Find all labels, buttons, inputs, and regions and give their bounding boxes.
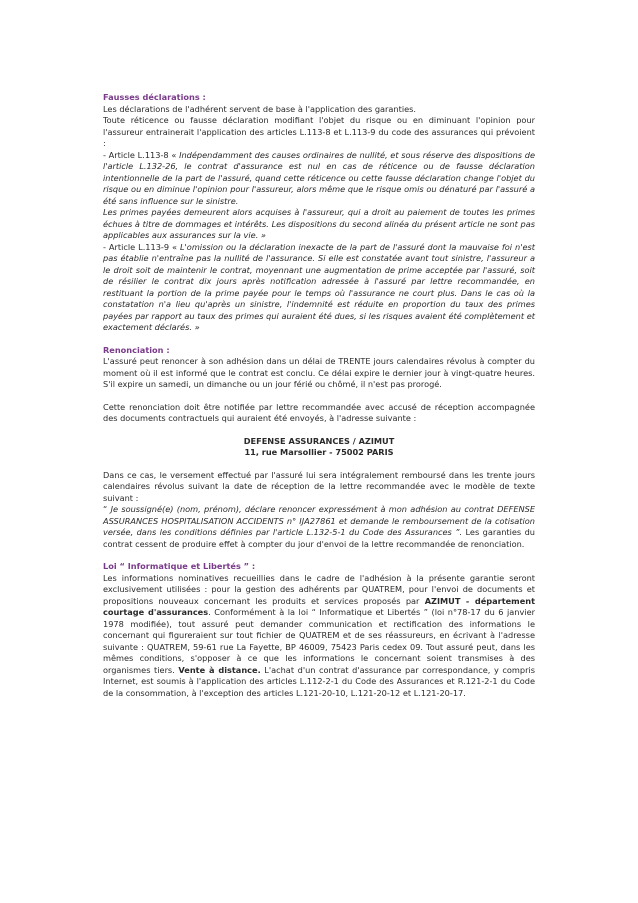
paragraph: Toute réticence ou fausse déclaration modifiant l'objet du risque ou en diminuant l'opinion pour l'assureur entrainerait l'application des articles L.113-8 et L.113-9 du code des assurances qui prévoient : xyxy=(103,115,535,148)
document-body xyxy=(103,92,535,699)
section-heading-loi-informatique: Loi “ Informatique et Libertés ” : xyxy=(103,561,256,571)
article-lead: - Article L.113-8 « xyxy=(103,149,180,160)
section-heading-renonciation: Renonciation : xyxy=(103,344,170,355)
model-lead: “ xyxy=(103,504,111,514)
paragraph: Cette renonciation doit être notifiée par lettre recommandée avec accusé de réception accompagnée des documents contractuels qui auraient été envoyés, à l'adresse suivante : xyxy=(103,401,535,423)
spacer xyxy=(103,391,535,402)
address-line-1: DEFENSE ASSURANCES / AZIMUT xyxy=(243,435,395,446)
text-run: L'achat d'un contrat d'assurance par correspondance, y compris Internet, est soumis à l'application des articles L.112-2-1 du Code des Assurances et R.121-2-1 du Code de la consommation, à l'exception des articles L.121-20-10, L.121-20-12 et L.121-20-17. xyxy=(103,664,535,698)
paragraph: Dans ce cas, le versement effectué par l'assuré lui sera intégralement remboursé dans les trente jours calendaires révolus suivant la date de réception de la lettre recommandée avec le modèle de texte suivant : xyxy=(103,469,535,503)
model-letter xyxy=(103,504,535,550)
text-run: Les informations nominatives recueillies dans le cadre de l'adhésion à la présente garantie seront exclusivement utilisées : pour la gestion des adhérents par QUATREM, pour l'envoi de documents et propositions nouveaux concernant les produits et services proposés par xyxy=(103,572,535,606)
paragraph xyxy=(103,573,535,700)
article-text: L'omission ou la déclaration inexacte de la part de l'assuré dont la mauvaise foi n'est pas établie n'entraîne pas la nullité de l'assurance. Si elle est constatée avant tout sinistre, l'assureur a le droit soit de maintenir le contrat, moyennant une augmentation de prime acceptée par l'assuré, soit de résilier le contrat dix jours après notification adressée à l'assuré par lettre recommandée, en restituant la portion de la prime payée pour le temps où l'assurance ne court plus. Dans le cas où la constatation n'a lieu qu'après un sinistre, l'indemnité est réduite en proportion du taux des primes payées par rapport au taux des primes qui auraient été dues, si les risques avaient été complètement et exactement déclarés. » xyxy=(103,241,535,332)
model-text: Je soussigné(e) (nom, prénom), déclare renoncer expressément à mon adhésion au contrat DEFENSE ASSURANCES HOSPITALISATION ACCIDENTS n° IJA27861 et demande le remboursement de la cotisation versée, dans les conditions définies par l'article L.132-5-1 du Code des Assurances ”. xyxy=(103,504,535,537)
article-l113-8 xyxy=(103,150,535,208)
model-tail: Les garanties du contrat cessent de produire effet à compter du jour d'envoi de la lettre recommandée de renonciation. xyxy=(103,527,535,549)
spacer xyxy=(103,334,535,345)
spacer xyxy=(103,425,535,436)
article-text: Indépendamment des causes ordinaires de nullité, et sous réserve des dispositions de l'article L.132-26, le contrat d'assurance est nul en cas de réticence ou de fausse déclaration intentionnelle de la part de l'assuré, quand cette réticence ou cette fausse déclaration change l'objet du risque ou en diminue l'opinion pour l'assureur, alors même que le risque omis ou dénaturé par l'assuré a été sans influence sur le sinistre. xyxy=(103,149,535,206)
text-run: . Conformément à la loi “ Informatique et Libertés ” (loi n°78-17 du 6 janvier 1978 modifiée), tout assuré peut demander communication et rectification des informations le concernant qui figureraient sur tout fichier de QUATREM et de ses réassureurs, en écrivant à l'adresse suivante : QUATREM, 59-61 rue La Fayette, BP 46009, 75423 Paris cedex 09. Tout assuré peut, dans les mêmes conditions, s'opposer à ce que les informations le concernant soient transmises à des organismes tiers. xyxy=(103,607,536,675)
article-lead: - Article L.113-9 « xyxy=(103,241,180,252)
address-line-2: 11, rue Marsollier - 75002 PARIS xyxy=(244,447,394,457)
spacer xyxy=(103,459,535,470)
paragraph: Les déclarations de l'adhérent servent de base à l'application des garanties. xyxy=(103,103,417,114)
paragraph: L'assuré peut renoncer à son adhésion dans un délai de TRENTE jours calendaires révolus à compter du moment où il est informé que le contrat est conclu. Ce délai expire le dernier jour à vingt-quatre heures. S'il expire un samedi, un dimanche ou un jour férié ou chômé, il n'est pas prorogé. xyxy=(103,356,535,389)
section-heading-fausses-declarations: Fausses déclarations : xyxy=(103,92,206,102)
text-run-bold: AZIMUT - département courtage d'assurances xyxy=(103,595,535,617)
text-run-bold: Vente à distance. xyxy=(178,664,261,675)
article-l113-8-continued: Les primes payées demeurent alors acquises à l'assureur, qui a droit au paiement de toutes les primes échues à titre de dommages et intérêts. Les dispositions du second alinéa du présent article ne sont pas applicables aux assurances sur la vie. » xyxy=(103,207,535,240)
article-l113-9 xyxy=(103,242,535,334)
spacer xyxy=(103,550,535,561)
